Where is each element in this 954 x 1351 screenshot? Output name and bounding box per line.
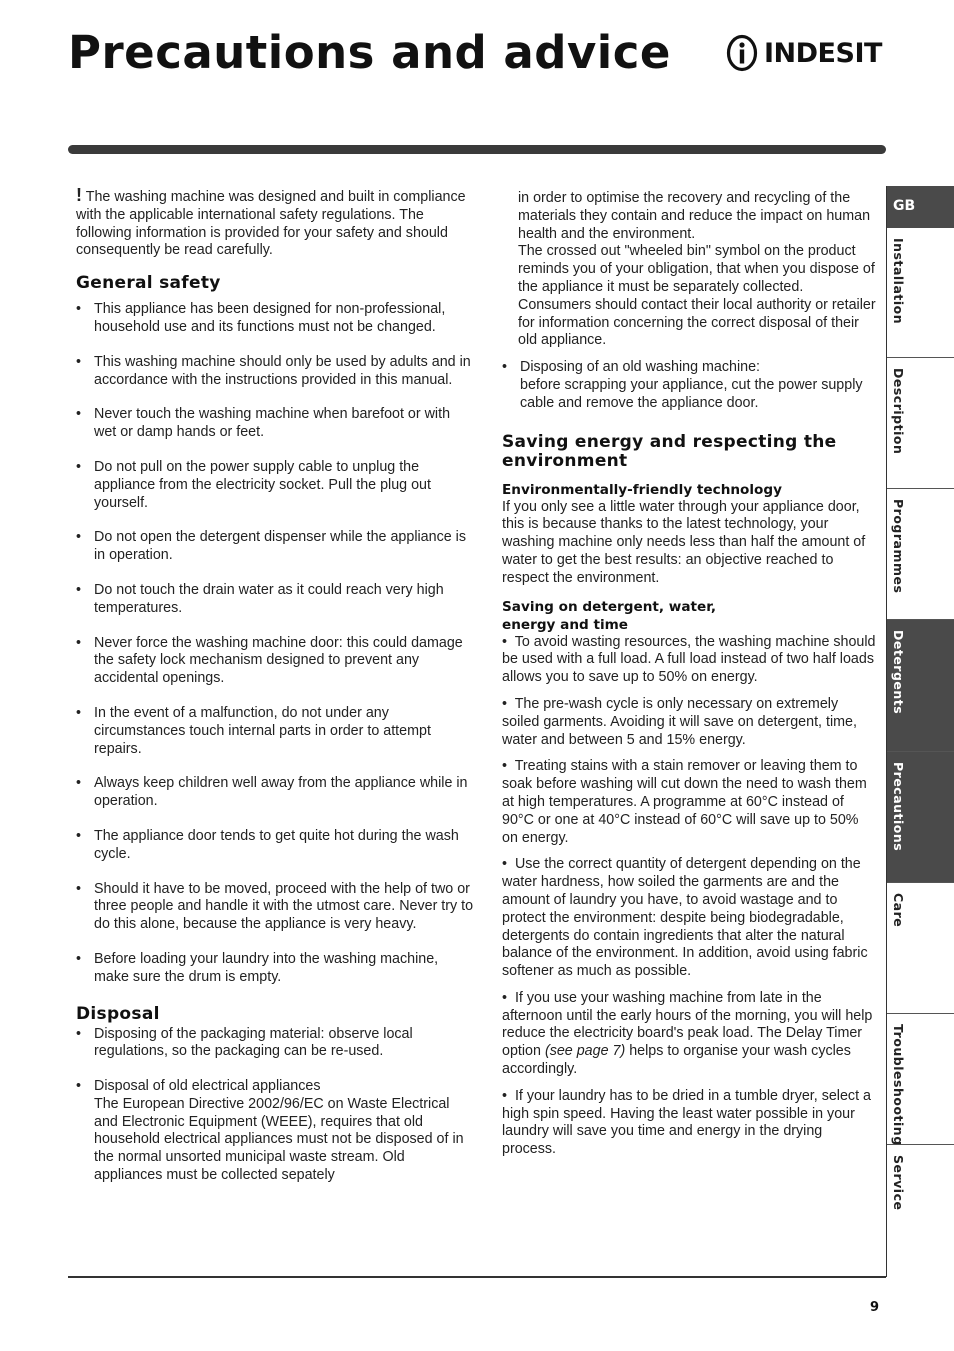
disposal-list — [76, 1026, 474, 1185]
brand-name: INDESIT — [764, 37, 882, 69]
general-safety-heading: General safety — [76, 273, 221, 294]
saving-subheading-line: Saving on detergent, water, — [502, 598, 717, 615]
list-item — [76, 1078, 474, 1185]
tab-care[interactable] — [887, 883, 954, 1014]
tip-text: To avoid wasting resources, the washing machine should be used with a full load. A full load instead of two half loads allows you to save up to 50% on energy. — [502, 633, 876, 686]
right-column — [502, 190, 878, 1159]
eco-tech-heading: Environmentally-friendly technology — [502, 481, 782, 498]
header-divider — [68, 145, 886, 154]
tab-service[interactable] — [887, 1145, 954, 1277]
list-item: • Do not open the detergent dispenser while the appliance is in operation. — [76, 529, 474, 565]
tip-text: The pre-wash cycle is only necessary on extremely soiled garments. Avoiding it will save on detergent, time, water and between 5 and 15% energy. — [502, 695, 857, 748]
intro-paragraph — [76, 187, 474, 260]
old-machine-text: before scrapping your appliance, cut the power supply cable and remove the appliance door. — [520, 376, 863, 411]
tab-detergents[interactable] — [887, 620, 954, 752]
list-item: • Do not pull on the power supply cable to unplug the appliance from the electricity socket. Pull the plug out yourself. — [76, 459, 474, 512]
language-label: GB — [893, 198, 916, 214]
list-item: • This washing machine should only be used by adults and in accordance with the instructions provided in this manual. — [76, 354, 474, 390]
list-item: • Never force the washing machine door: this could damage the safety lock mechanism designed to prevent any accidental openings. — [76, 635, 474, 688]
page-title: Precautions and advice — [68, 26, 671, 79]
list-item: • This appliance has been designed for non-professional, household use and its functions must not be changed. — [76, 301, 474, 337]
list-item: • Should it have to be moved, proceed with the help of two or three people and handle it with the utmost care. Never try to do this alone, because the appliance is very heavy. — [76, 881, 474, 934]
list-item: • Always keep children well away from the appliance while in operation. — [76, 775, 474, 811]
list-item: • Before loading your laundry into the washing machine, make sure the drum is empty. — [76, 951, 474, 987]
left-column — [76, 187, 474, 1185]
list-item: • Disposing of the packaging material: observe local regulations, so the packaging can be re-used. — [76, 1026, 474, 1062]
tab-label: Description — [891, 368, 906, 455]
weee-title: • Disposal of old electrical appliances — [94, 1078, 321, 1095]
tab-label: Installation — [891, 238, 906, 325]
tip: • Use the correct quantity of detergent depending on the water hardness, how soiled the garments are and the amount of laundry you have, to avoid wastage and to protect the environment: despite being biodegradable, detergents do contain ingredients that alter the natural balance of the environment. In addition, avoid using fabric softener as much as possible. — [502, 856, 868, 980]
tab-label: Detergents — [891, 630, 906, 715]
tab-programmes[interactable] — [887, 489, 954, 620]
weee-continuation — [502, 190, 878, 350]
tip: • If you use your washing machine from late in the afternoon until the early hours of the morning, you will help reduce the electricity board's peak load. The Delay Timer option (see page 7) helps to organise your wash cycles accordingly. — [502, 989, 873, 1078]
warning-mark: ! — [76, 185, 82, 205]
paragraph: The crossed out "wheeled bin" symbol on the product reminds you of your obligation, that when you dispose of the appliance it must be separately collected. — [518, 243, 875, 295]
saving-subheading — [502, 598, 878, 634]
indesit-i-icon — [726, 34, 758, 72]
tab-label: Care — [891, 893, 906, 928]
language-tab — [887, 186, 954, 228]
old-machine-list — [502, 359, 878, 412]
tip-text: If you use your washing machine from late in the afternoon until the early hours of the morning, you will help reduce the electricity board's peak load. The Delay Timer option — [502, 989, 873, 1060]
tab-troubleshooting[interactable] — [887, 1014, 954, 1145]
tip: • To avoid wasting resources, the washing machine should be used with a full load. A full load instead of two half loads allows you to save up to 50% on energy. — [502, 633, 876, 686]
disposal-heading: Disposal — [76, 1003, 160, 1024]
tab-description[interactable] — [887, 358, 954, 489]
list-item: • The appliance door tends to get quite hot during the wash cycle. — [76, 828, 474, 864]
brand-logo — [726, 34, 882, 72]
intro-text: The washing machine was designed and built in compliance with the applicable international safety regulations. The following information is provided for your safety and should consequently be read carefully. — [76, 189, 466, 259]
section-sidebar — [886, 186, 954, 1277]
footer-divider — [68, 1276, 886, 1278]
saving-heading: Saving energy and respecting the environment — [502, 431, 837, 471]
list-item: • Never touch the washing machine when barefoot or with wet or damp hands or feet. — [76, 406, 474, 442]
paragraph: in order to optimise the recovery and recycling of the materials they contain and reduce the impact on human health and the environment. — [518, 190, 871, 242]
paragraph: Consumers should contact their local authority or retailer for information concerning the correct disposal of their old appliance. — [518, 296, 876, 349]
page-reference: (see page 7) — [544, 1043, 626, 1060]
saving-subheading-line: energy and time — [502, 616, 629, 633]
tip: • If your laundry has to be dried in a tumble dryer, select a high spin speed. Having the least water possible in your laundry will save you time and energy in the drying process. — [502, 1087, 871, 1158]
tab-installation[interactable] — [887, 228, 954, 358]
tab-label: Precautions — [891, 762, 906, 852]
weee-text: The European Directive 2002/96/EC on Waste Electrical and Electronic Equipment (WEEE), requires that old household electrical appliances must not be disposed of in the normal unsorted municipal waste stream. Old appliances must be collected sepately — [94, 1095, 464, 1184]
tab-label: Programmes — [891, 499, 906, 594]
tip-text: Use the correct quantity of detergent depending on the water hardness, how soiled the garments are and the amount of laundry you have, to avoid wastage and to protect the environment: despite being biodegradable, detergents do contain ingredients that alter the natural balance of the environment. In addition, avoid using fabric softener as much as possible. — [502, 856, 868, 980]
list-item: • Do not touch the drain water as it could reach very high temperatures. — [76, 582, 474, 618]
eco-tech-text: If you only see a little water through your appliance door, this is because thanks to the latest technology, your washing machine only needs less than half the amount of water to get the best results: an objective reached to respect the environment. — [502, 498, 866, 586]
tab-precautions[interactable] — [887, 752, 954, 883]
page-number: 9 — [870, 1300, 880, 1315]
old-machine-title: • Disposing of an old washing machine: — [520, 359, 761, 376]
tip-text: Treating stains with a stain remover or leaving them to soak before washing will cut down the need to wash them at high temperatures. A programme at 60°C instead of 90°C or one at 40°C instead of 60°C will save up to 50% on energy. — [502, 758, 867, 846]
tip: • Treating stains with a stain remover or leaving them to soak before washing will cut down the need to wash them at high temperatures. A programme at 60°C instead of 90°C or one at 40°C instead of 60°C will save up to 50% on energy. — [502, 758, 867, 846]
tip: • The pre-wash cycle is only necessary on extremely soiled garments. Avoiding it will save on detergent, time, water and between 5 and 15% energy. — [502, 695, 857, 748]
list-item: • In the event of a malfunction, do not under any circumstances touch internal parts in order to attempt repairs. — [76, 705, 474, 758]
tip-text: helps to organise your wash cycles accordingly. — [502, 1043, 851, 1078]
tab-label: Troubleshooting — [891, 1024, 906, 1146]
general-safety-list — [76, 301, 474, 986]
tip-text: If your laundry has to be dried in a tumble dryer, select a high spin speed. Having the least water possible in your laundry will save you time and energy in the drying process. — [502, 1087, 871, 1158]
tab-label: Service — [891, 1155, 906, 1211]
list-item — [502, 359, 878, 412]
